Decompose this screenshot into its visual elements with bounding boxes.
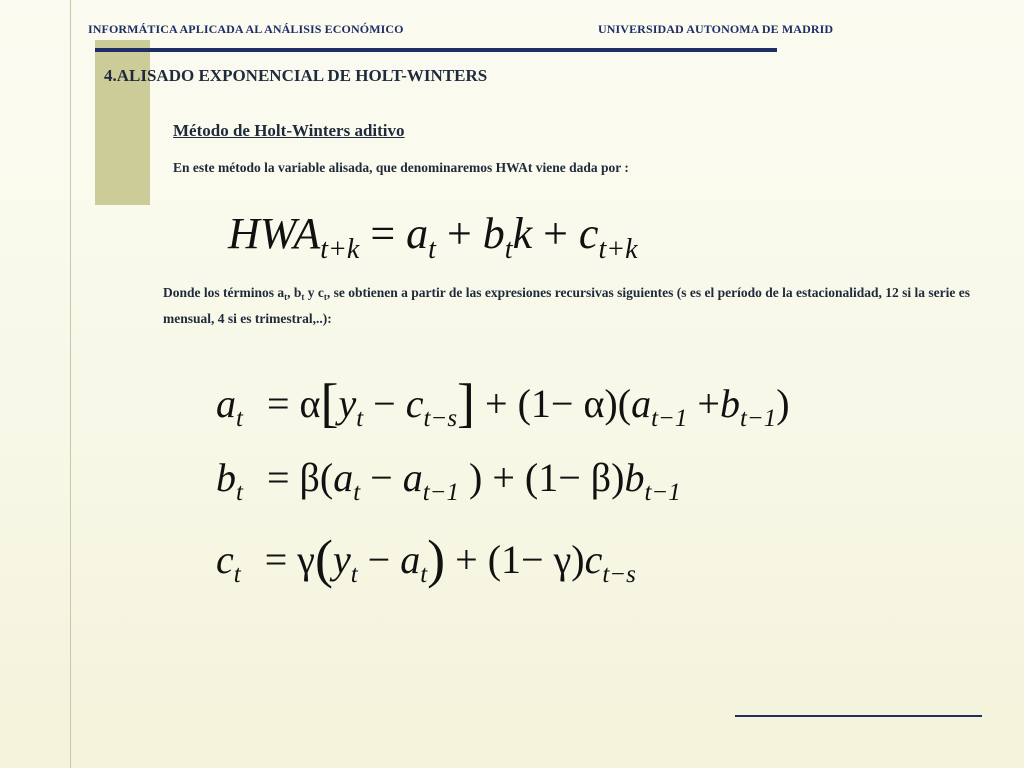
accent-block bbox=[95, 40, 150, 205]
section-title: 4.ALISADO EXPONENCIAL DE HOLT-WINTERS bbox=[104, 66, 488, 85]
left-margin-rule bbox=[70, 0, 71, 768]
footer-rule bbox=[735, 715, 982, 717]
description-text: Donde los términos $a_t$, $b_t$ y $c_t$, se obtienen a partir de las expresiones recursivas siguientes (s es el período de la estacionalidad, 12 si la serie es mensual, 4 si es trimestral,..): bbox=[163, 285, 970, 326]
header-course-title: INFORMÁTICA APLICADA AL ANÁLISIS ECONÓMICO bbox=[88, 22, 404, 36]
header-university: UNIVERSIDAD AUTONOMA DE MADRID bbox=[598, 22, 834, 36]
equation-level: $a_t = \alpha[y_t - c_{t-s}] + (1- \alpha)(a_{t-1} +b_{t-1})$ bbox=[216, 373, 790, 433]
header-rule bbox=[95, 48, 777, 52]
equation-trend: $b_t = \beta(a_t - a_{t-1}$ ) + $(1- \beta)b_{t-1}$ bbox=[216, 455, 681, 506]
equation-seasonal: $c_t = \gamma(y_t - a_t) + (1- \gamma)c_{t-s}$ bbox=[216, 529, 636, 589]
method-subtitle: Método de Holt-Winters aditivo bbox=[173, 121, 405, 140]
equation-hwa: $HWA_{t+k} = a_t + b_tk + c_{t+k}$ bbox=[228, 209, 638, 265]
intro-text: En este método la variable alisada, que denominaremos HWAt viene dada por : bbox=[173, 160, 629, 175]
